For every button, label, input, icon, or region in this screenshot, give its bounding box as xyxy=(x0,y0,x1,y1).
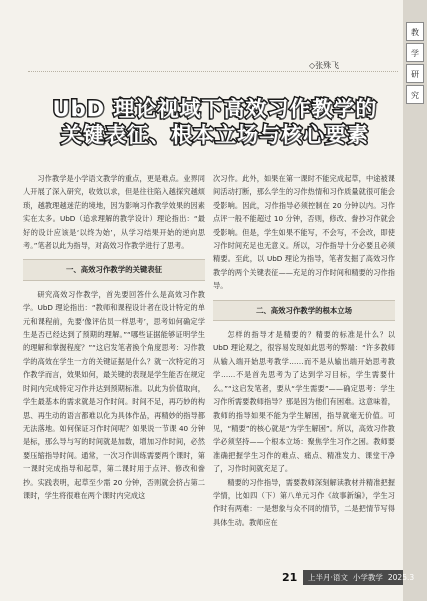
author-divider xyxy=(28,71,398,73)
section-2-paragraph-2: 精要的习作指导，需要教师深刻解读教材并精准把握学情，比如四（下）第八单元习作《故事新编》，学生习作时有两难：一是想象与众不同的情节，二是把情节写得具体生动。教师应在 xyxy=(213,477,395,527)
page-number: 21 xyxy=(282,571,298,584)
right-column xyxy=(213,172,395,529)
side-tab-jiao: 教 xyxy=(406,22,424,41)
section-2-paragraph: 怎样的指导才是精要的？精要的标准是什么？以 UbD 理论观之，很容易发现如此思考的弊端：“许多教师从输入端开始思考教学……而不是从输出端开始思考教学……不是首先思考为了达到学习目标，学生需要什么。”“这启发笔者，要从“学生需要”——确定思考：学生习作所需要教师指导？那是因为他们有困难。这意味着，教师的指导如果不能为学生解困，指导就毫无价值。可见，“精要”的核心就是“为学生解困”。所以，高效习作教学必须坚持——个根本立场：聚焦学生习作之困。教师要准确把握学生习作的难点、痛点、精准发力、课堂干净了，习作时间就充足了。 xyxy=(213,330,395,474)
footer-bar xyxy=(303,570,415,585)
title-line-2: 关键表征、根本立场与核心要素 xyxy=(61,123,369,147)
side-tab-yan: 研 xyxy=(406,64,424,83)
side-tab-xue: 学 xyxy=(406,43,424,62)
section-1-heading: 一、高效习作教学的关键表征 xyxy=(23,259,205,280)
magazine-name: 小学教学 xyxy=(352,573,383,582)
continuation-paragraph: 次习作。此外，如果在第一课时不能完成起草，中途被课间活动打断，那么学生的习作热情和习作质量就很可能会受影响。因此，习作指导必须控制在 20 分钟以内。习作点评一般不能超过 10 分钟，否则，修改、誊抄习作就会受影响。但是，学生如果不能写，不会写，不会改，即使习作时间充足也无意义。所以，习作指导十分必要且必须精要。至此，以 UbD 理论为指导，笔者发掘了高效习作教学的两个关键表征——充足的习作时间和精要的习作指导。 xyxy=(213,174,395,291)
issue-date: 2025.3 xyxy=(387,573,415,582)
article-title xyxy=(30,96,400,148)
section-2-heading: 二、高效习作教学的根本立场 xyxy=(213,300,395,321)
left-column xyxy=(23,172,205,502)
side-tabs xyxy=(406,22,424,106)
intro-paragraph: 习作教学是小学语文教学的重点，更是难点。业界同人开展了深入研究，收效以求，但是往往陷入越探究越烦琐，越教理越迷茫的境地，因为影响习作教学效果的因素实在太多。UbD（追求理解的教学设计）理论指出：“最好的设计应该是‘以终为始’，从学习结果开始的逆向思考。”笔者以此为指导，对高效习作教学进行了思考。 xyxy=(23,174,205,251)
side-tab-jiu: 究 xyxy=(406,85,424,104)
section-1-paragraph: 研究高效习作教学，首先要回答什么是高效习作教学。UbD 理论指出：“教师和课程设计者在设计特定的单元和课程前，先要‘像评估员一样思考’，思考如何确定学生是否已经达到了预期的理解。”“哪些证据能够证明学生的理解和掌握程度？”“这启发笔者换个角度思考：习作教学的高效在学生一方的关键证据是什么？就一次特定的习作教学而言，效果如何，最关键的表现是学生能否在规定时间内完成特定习作并达到预期标准。以此为价值取向，学生最基本的需求就是习作时间。时间不足，再巧妙的构思、再生动的语言都难以化为具体作品，再精妙的指导都无法落地。如何保证习作时间呢？如果说一节课 40 分钟是标，那么导与写的时间就是加数，增加习作时间，必然要压缩指导时间。通常，一次习作训练需要两个课时，第一课时完成指导和起草，第二课时用于点评、修改和誊抄。实践表明，起草至少需 20 分钟，否则就会挤占第二课时，学生将很难在两个课时内完成这 xyxy=(23,289,205,500)
title-line-1: UbD 理论视域下高效习作教学的 xyxy=(52,97,378,121)
author-name: ◇张殊飞 xyxy=(309,61,340,70)
issue-label: 上半月·语文 xyxy=(308,573,348,582)
